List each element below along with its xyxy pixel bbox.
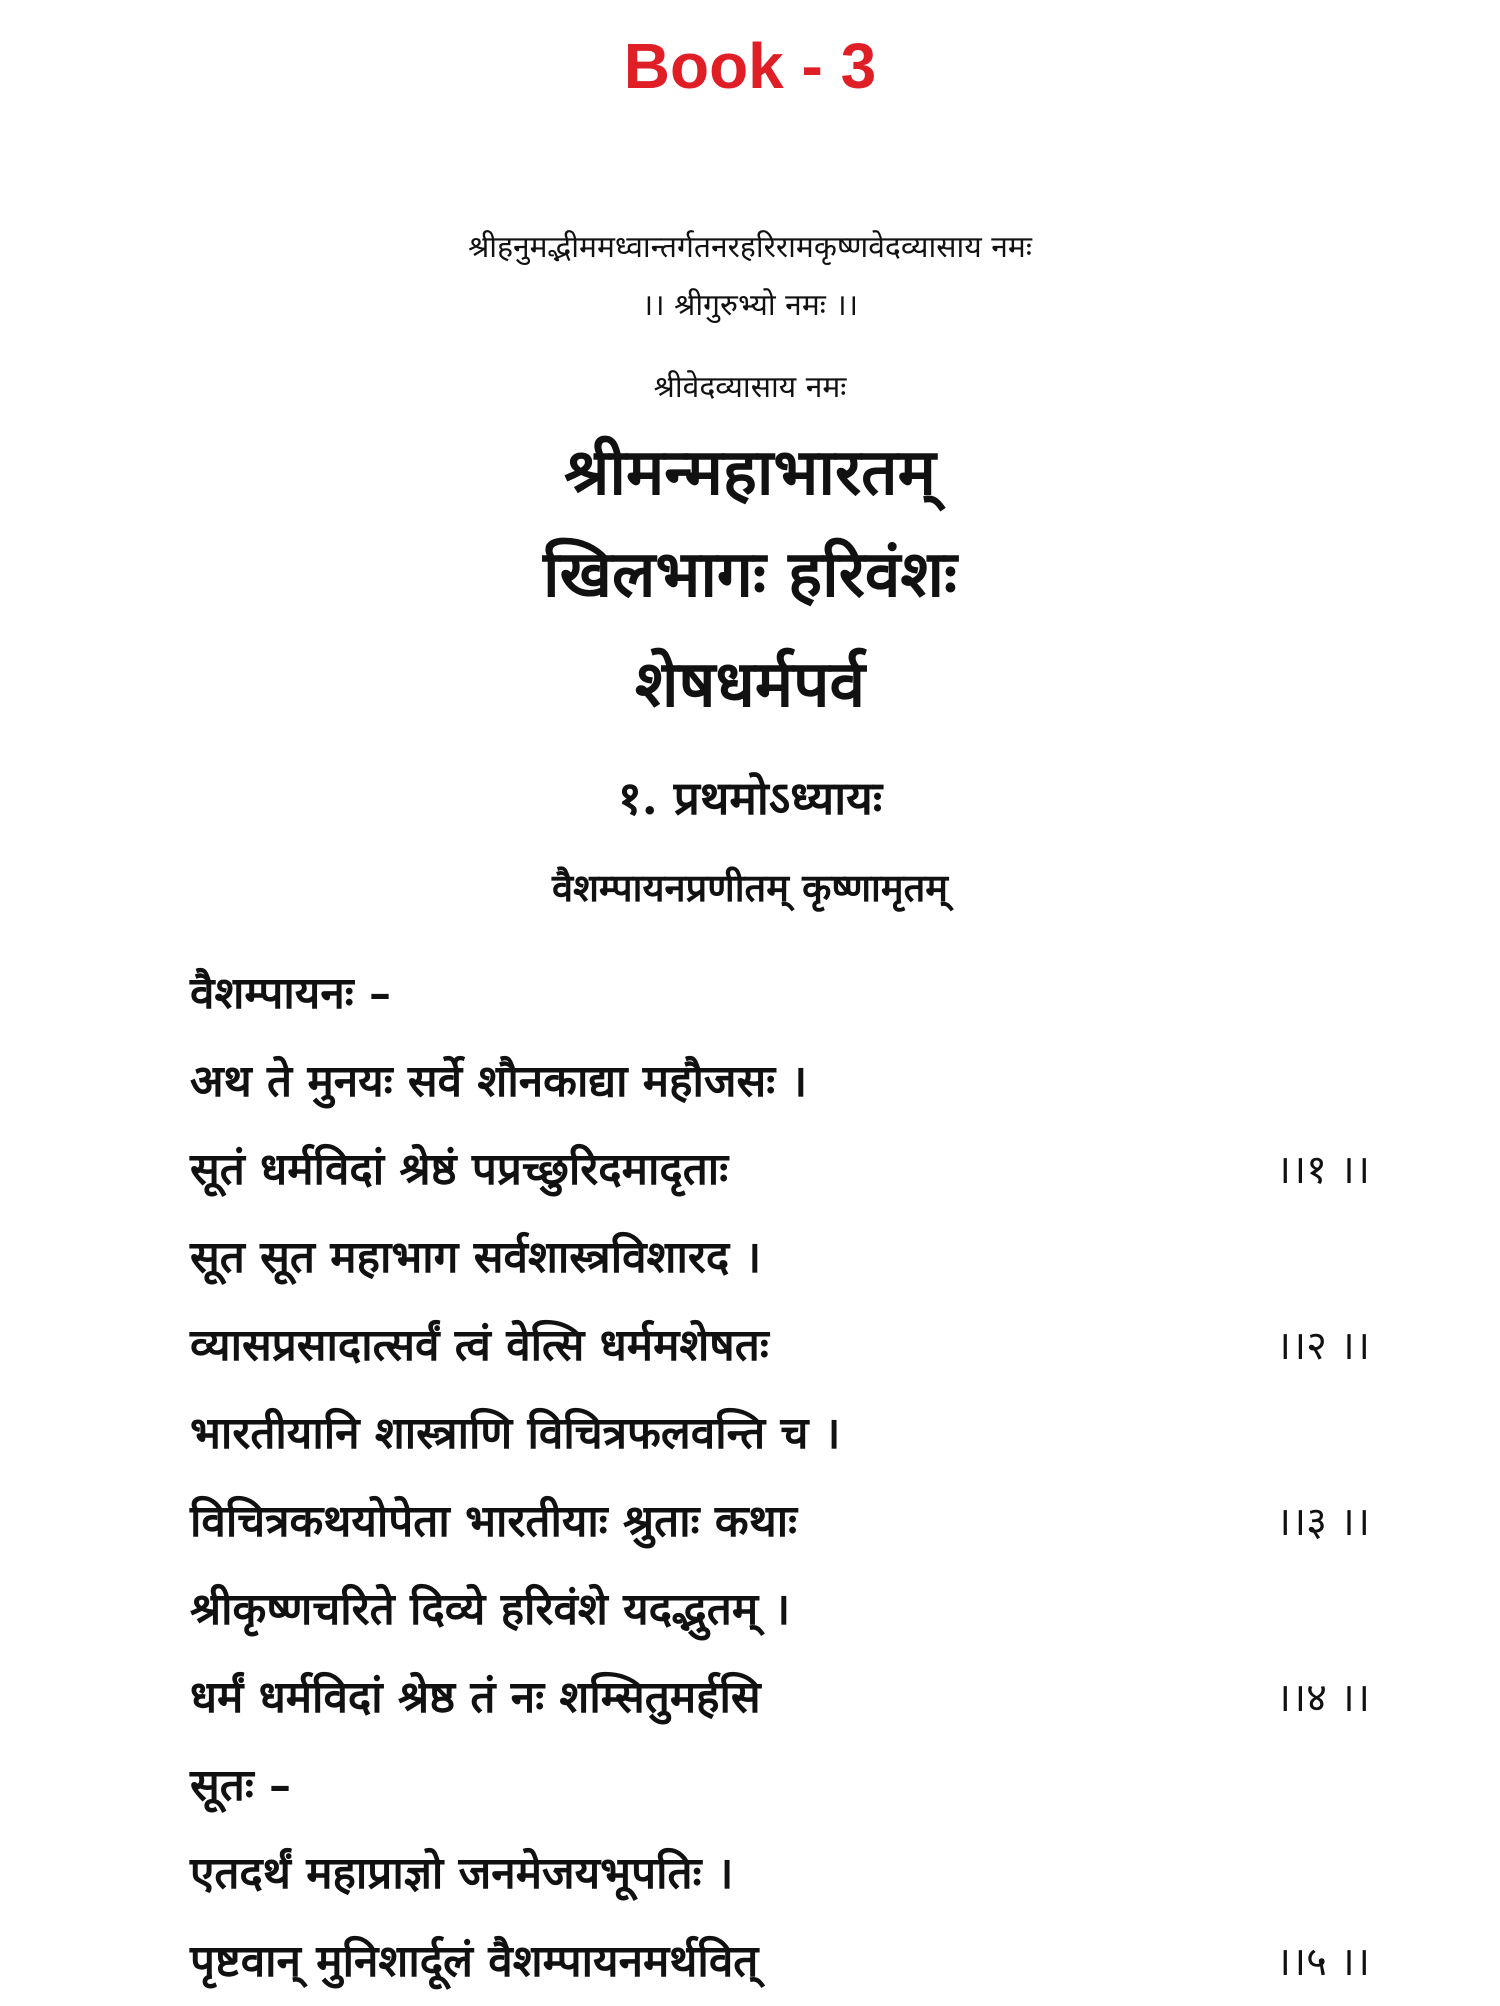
verse-text: एतदर्थं महाप्राज्ञो जनमेजयभूपतिः । [190, 1848, 734, 1899]
main-title: श्रीमन्महाभारतम् [564, 435, 936, 510]
verse-text: वैशम्पायनः – [190, 968, 391, 1019]
verse-line [190, 950, 1370, 1038]
verse-text: श्रीकृष्णचरिते दिव्ये हरिवंशे यदद्भुतम् । [190, 1584, 791, 1635]
verse-line [190, 1038, 1370, 1126]
book-label: Book - 3 [623, 30, 877, 102]
verse-number: ।।३ ।। [1275, 1499, 1370, 1545]
verse-line [190, 1918, 1370, 2006]
chapter-heading: १. प्रथमोऽध्यायः [617, 771, 883, 825]
section-title: खिलभागः हरिवंशः [543, 537, 957, 612]
parva-title: शेषधर्मपर्व [634, 647, 866, 722]
verse-line [190, 1214, 1370, 1302]
chapter-subtitle: वैशम्पायनप्रणीतम् कृष्णामृतम् [551, 865, 949, 910]
verse-text: सूतं धर्मविदां श्रेष्ठं पप्रच्छुरिदमादृताः [190, 1144, 729, 1195]
verse-number: ।।२ ।। [1275, 1323, 1370, 1369]
invocation-line-3: श्रीवेदव्यासाय नमः [653, 370, 847, 405]
verse-line [190, 1390, 1370, 1478]
invocation-line-1: श्रीहनुमद्भीममध्वान्तर्गतनरहरिरामकृष्णवेदव्यासाय नमः [468, 230, 1032, 265]
verse-number: ।।१ ।। [1275, 1147, 1370, 1193]
verse-text: विचित्रकथयोपेता भारतीयाः श्रुताः कथाः [190, 1496, 798, 1547]
verse-text: धर्मं धर्मविदां श्रेष्ठ तं नः शम्सितुमर्हसि [190, 1672, 761, 1723]
verse-text: व्यासप्रसादात्सर्वं त्वं वेत्सि धर्ममशेषतः [190, 1320, 769, 1371]
verse-line [190, 1742, 1370, 1830]
verse-list [190, 950, 1370, 2006]
verse-line [190, 1654, 1370, 1742]
verse-text: अथ ते मुनयः सर्वे शौनकाद्या महौजसः । [190, 1056, 808, 1107]
verse-line [190, 1302, 1370, 1390]
verse-text: सूत सूत महाभाग सर्वशास्त्रविशारद । [190, 1232, 762, 1283]
invocation-line-2: ।। श्रीगुरुभ्यो नमः ।। [641, 288, 859, 323]
verse-line [190, 1478, 1370, 1566]
verse-text: पृष्टवान् मुनिशार्दूलं वैशम्पायनमर्थवित् [190, 1936, 759, 1987]
verse-line [190, 1830, 1370, 1918]
verse-text: भारतीयानि शास्त्राणि विचित्रफलवन्ति च । [190, 1408, 841, 1459]
verse-number: ।।५ ।। [1275, 1939, 1370, 1985]
verse-text: सूतः – [190, 1760, 292, 1811]
verse-line [190, 1126, 1370, 1214]
verse-line [190, 1566, 1370, 1654]
verse-number: ।।४ ।। [1275, 1675, 1370, 1721]
